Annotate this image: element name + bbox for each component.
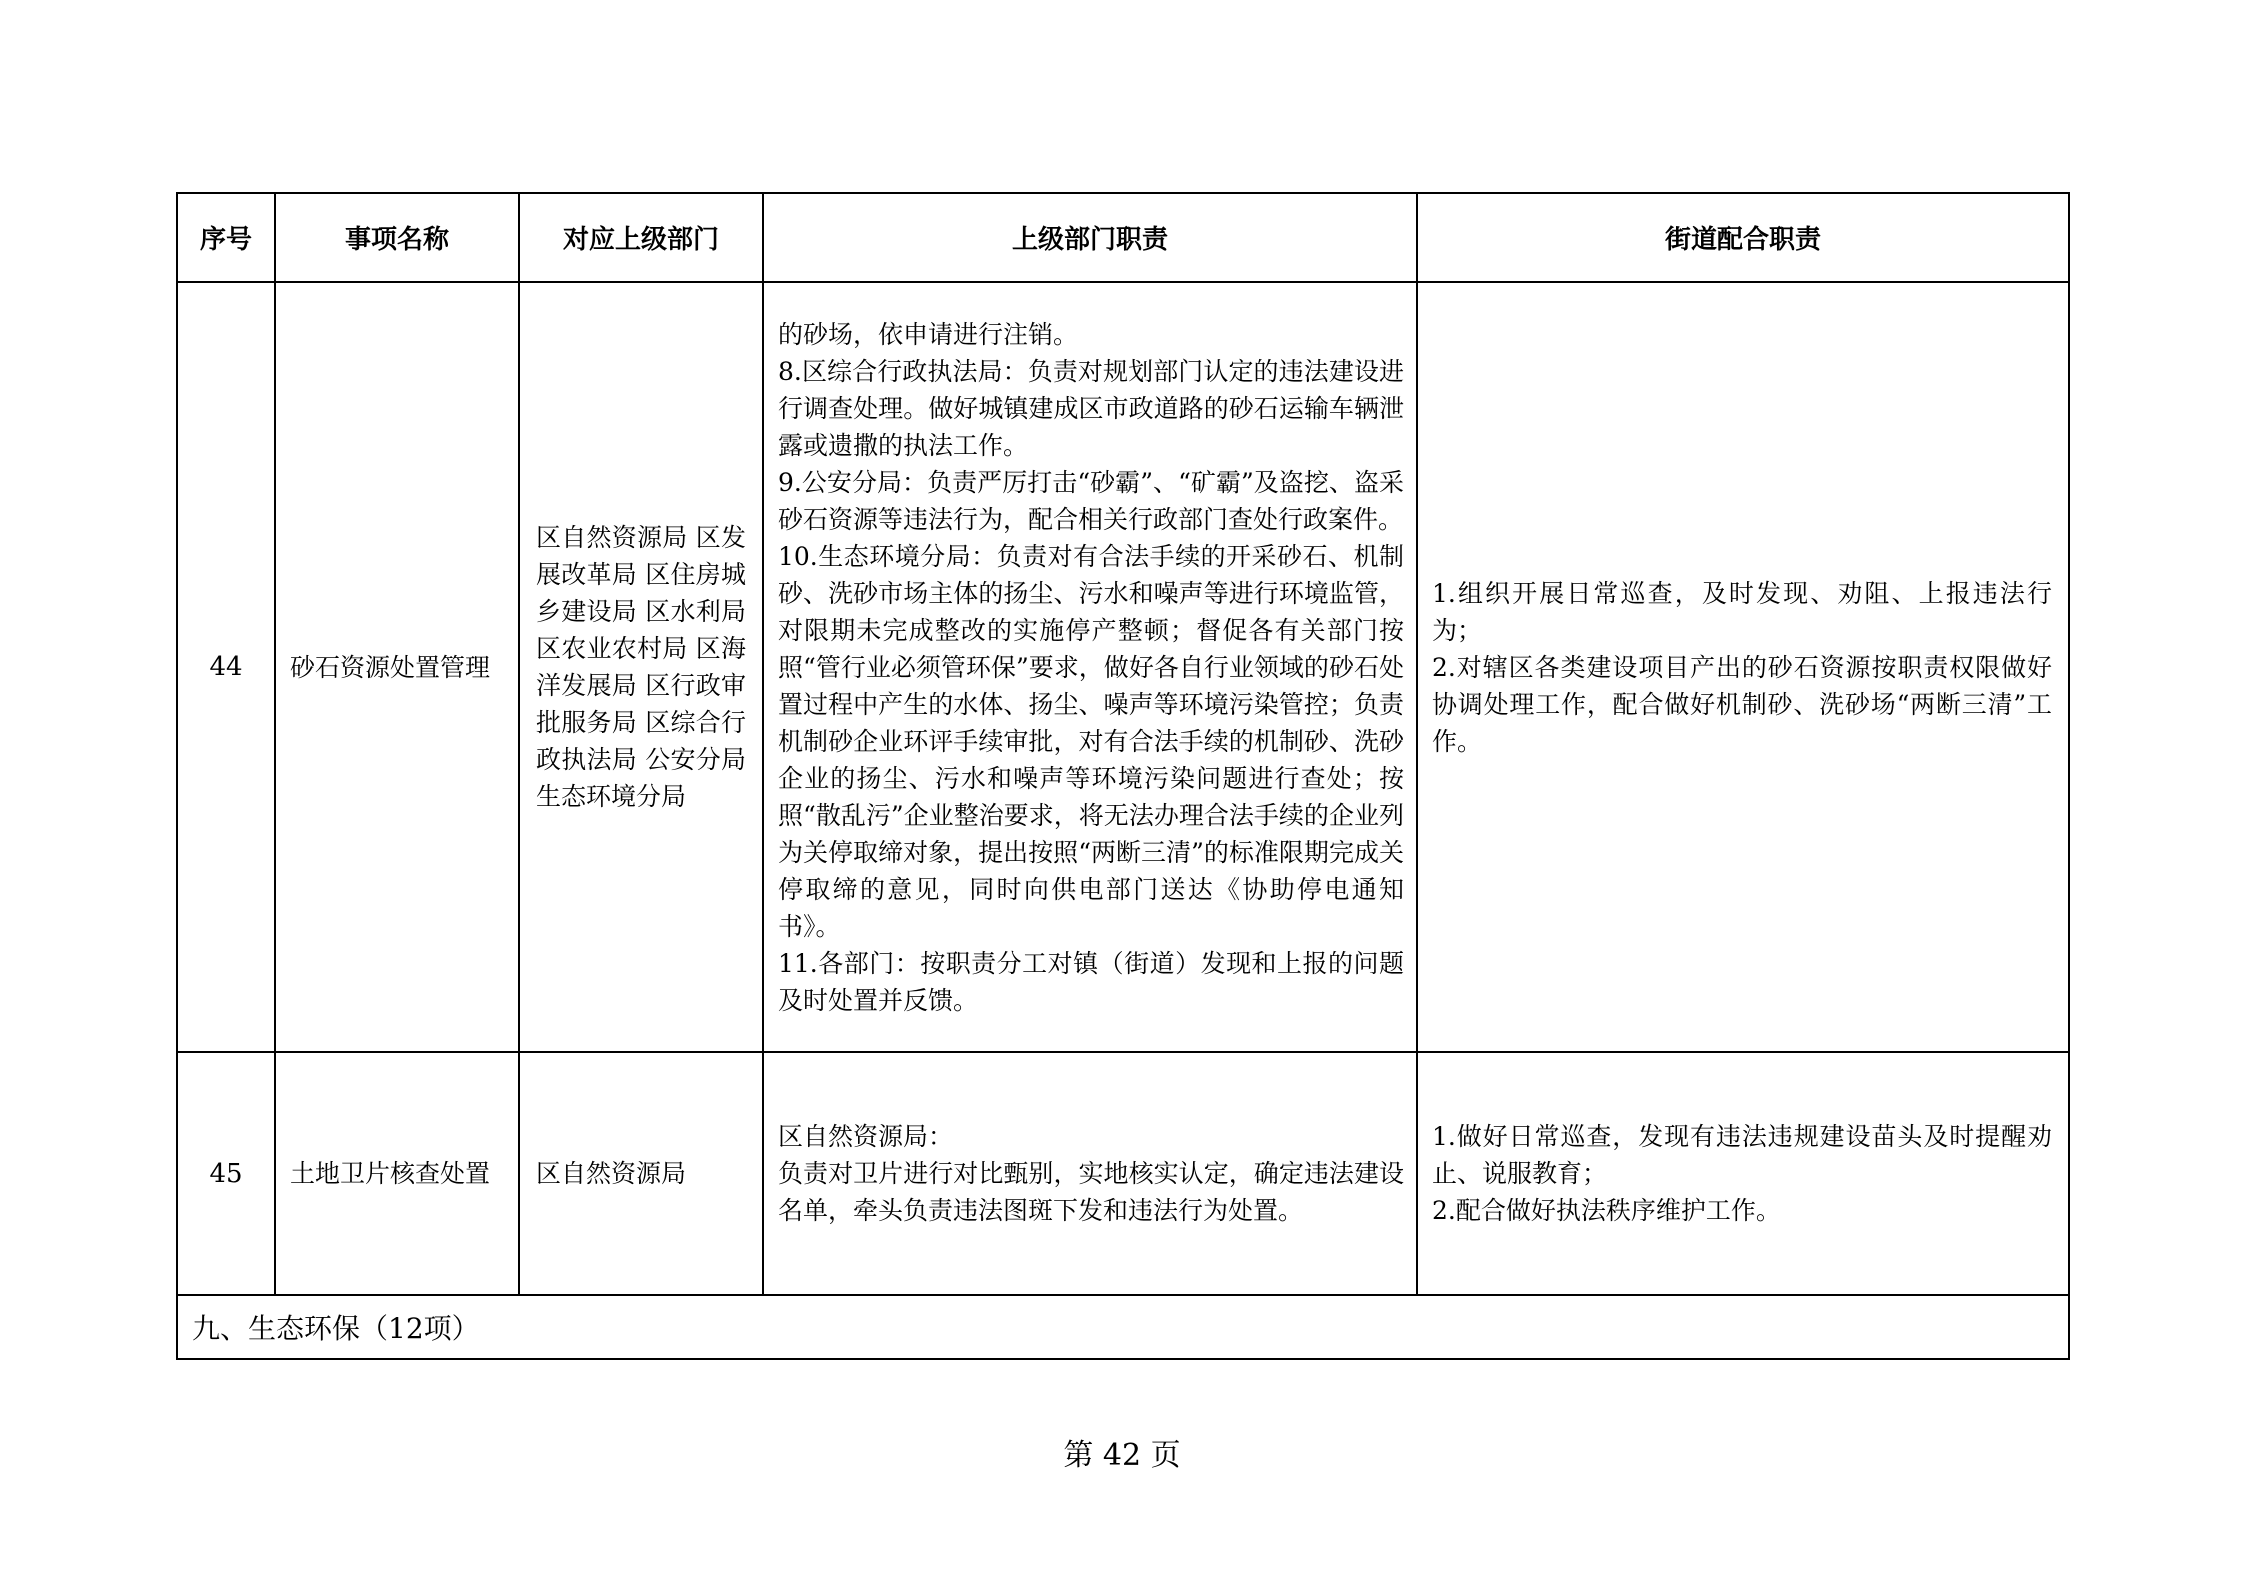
street-duty-line: 1.组织开展日常巡查，及时发现、劝阻、上报违法行为； bbox=[1432, 578, 2052, 645]
duty-line: 10.生态环境分局：负责对有合法手续的开采砂石、机制砂、洗砂市场主体的扬尘、污水和噪声等进行环境监管，对限期未完成整改的实施停产整顿；督促各有关部门按照“管行业必须管环保”要求，做好各自行业领域的砂石处置过程中产生的水体、扬尘、噪声等环境污染管控；负责机制砂企业环评手续审批，对有合法手续的机制砂、洗砂企业的扬尘、污水和噪声等环境污染问题进行查处；按照“散乱污”企业整治要求，将无法办理合法手续的企业列为关停取缔对象，提出按照“两断三清”的标准限期完成关停取缔的意见，同时向供电部门送达《协助停电通知书》。 bbox=[778, 541, 1404, 941]
street-duty-line: 2.对辖区各类建设项目产出的砂石资源按职责权限做好协调处理工作，配合做好机制砂、洗砂场“两断三清”工作。 bbox=[1432, 652, 2052, 756]
row-number: 44 bbox=[177, 282, 275, 1052]
duty-line: 11.各部门：按职责分工对镇（街道）发现和上报的问题及时处置并反馈。 bbox=[778, 948, 1404, 1015]
responsibility-table bbox=[176, 192, 2070, 1360]
dept-duty-text bbox=[764, 316, 1416, 1019]
duty-line: 区自然资源局： bbox=[778, 1122, 954, 1151]
dept-cell bbox=[519, 282, 763, 1052]
dept-duty-cell bbox=[763, 282, 1417, 1052]
street-duty-cell bbox=[1417, 1052, 2069, 1295]
street-duty-text bbox=[1418, 575, 2068, 760]
dept-list: 区自然资源局 区发展改革局 区住房城乡建设局 区水利局 区农业农村局 区海洋发展局 区行政审批服务局 区综合行政执法局 公安分局 生态环境分局 bbox=[536, 523, 746, 811]
dept-list: 区自然资源局 bbox=[536, 1159, 687, 1188]
header-street-duty: 街道配合职责 bbox=[1417, 193, 2069, 282]
street-duty-line: 1.做好日常巡查，发现有违法违规建设苗头及时提醒劝止、说服教育； bbox=[1432, 1122, 2052, 1188]
row-number: 45 bbox=[177, 1052, 275, 1295]
item-name-cell bbox=[275, 282, 519, 1052]
duty-line: 9.公安分局：负责严厉打击“砂霸”、“矿霸”及盗挖、盗采砂石资源等违法行为，配合相关行政部门查处行政案件。 bbox=[778, 467, 1404, 534]
dept-duty-text bbox=[764, 1118, 1416, 1229]
dept-duty-cell bbox=[763, 1052, 1417, 1295]
duty-line: 的砂场，依申请进行注销。 bbox=[778, 319, 1079, 349]
item-name-cell bbox=[275, 1052, 519, 1295]
duty-line: 负责对卫片进行对比甄别，实地核实认定，确定违法建设名单，牵头负责违法图斑下发和违法行为处置。 bbox=[778, 1159, 1404, 1225]
street-duty-text bbox=[1418, 1118, 2068, 1229]
street-duty-cell bbox=[1417, 282, 2069, 1052]
section-row bbox=[177, 1295, 2069, 1359]
table-row bbox=[177, 282, 2069, 1052]
table-header-row bbox=[177, 193, 2069, 282]
duty-line: 8.区综合行政执法局：负责对规划部门认定的违法建设进行调查处理。做好城镇建成区市政道路的砂石运输车辆泄露或遗撒的执法工作。 bbox=[778, 356, 1404, 460]
dept-cell bbox=[519, 1052, 763, 1295]
item-name: 土地卫片核查处置 bbox=[290, 1159, 491, 1188]
header-item-name: 事项名称 bbox=[275, 193, 519, 282]
header-dept-duty: 上级部门职责 bbox=[763, 193, 1417, 282]
header-dept: 对应上级部门 bbox=[519, 193, 763, 282]
street-duty-line: 2.配合做好执法秩序维护工作。 bbox=[1432, 1196, 1781, 1225]
page-number: 第 42 页 bbox=[1063, 1438, 1181, 1473]
item-name: 砂石资源处置管理 bbox=[290, 652, 491, 682]
table-row bbox=[177, 1052, 2069, 1295]
header-no: 序号 bbox=[177, 193, 275, 282]
section-title: 九、生态环保（12项） bbox=[177, 1295, 2069, 1359]
